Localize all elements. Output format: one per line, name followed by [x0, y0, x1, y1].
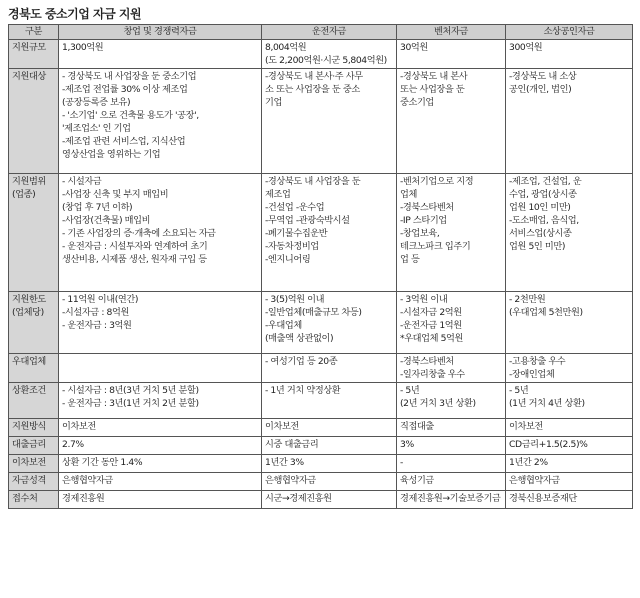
cell-line: - 3억원 이내	[400, 294, 448, 305]
cell-line: -일반업체(매출규모 차등)	[265, 307, 362, 318]
row-label	[9, 174, 59, 292]
cell-line: 테크노파크 입주기	[400, 241, 471, 252]
table-row	[9, 491, 633, 509]
cell-line: 시군→경제진흥원	[265, 493, 332, 504]
header-startup-fund: 창업 및 경쟁력자금	[59, 25, 262, 40]
cell-line: -건설업 -운수업	[265, 202, 325, 213]
table-cell	[397, 383, 506, 419]
cell-line: 경제진흥원	[62, 493, 105, 504]
row-label	[9, 69, 59, 174]
cell-line: 이차보전	[265, 421, 299, 432]
cell-line: 기업	[265, 97, 282, 108]
table-cell	[262, 419, 397, 437]
table-cell	[397, 455, 506, 473]
table-cell	[262, 69, 397, 174]
row-label-line: 상환조건	[12, 385, 46, 396]
cell-line: -운전자금 1억원	[400, 320, 462, 331]
cell-line: (1년 거치 4년 상환)	[509, 398, 585, 409]
cell-line: -일자리창출 우수	[400, 369, 465, 380]
table-cell	[59, 491, 262, 509]
cell-line: 수업, 광업(상시종	[509, 189, 577, 200]
cell-line: -폐기물수집운반	[265, 228, 328, 239]
cell-line: -시설자금 : 8억원	[62, 307, 129, 318]
cell-line: 8,004억원	[265, 42, 307, 53]
cell-line: -제조업 전업률 30% 이상 제조업	[62, 84, 188, 95]
cell-line: -경상북도 내 본사	[400, 71, 468, 82]
row-label	[9, 473, 59, 491]
row-label-line: 지원범위	[12, 176, 46, 187]
table-header-row	[9, 25, 633, 40]
row-label-line: 우대업체	[12, 356, 46, 367]
cell-line: 직접대출	[400, 421, 434, 432]
row-label-line: 자금성격	[12, 475, 46, 486]
cell-line: -사업장(건축물) 매입비	[62, 215, 151, 226]
cell-line: (공장등록증 보유)	[62, 97, 131, 108]
table-cell	[397, 473, 506, 491]
document-title: 경북도 중소기업 자금 지원	[8, 7, 142, 21]
table-row	[9, 473, 633, 491]
row-label-line: 대출금리	[12, 439, 46, 450]
table-row	[9, 455, 633, 473]
cell-line: -	[400, 457, 403, 468]
row-label-line: (업체당)	[12, 307, 44, 318]
cell-line: - 3(5)억원 이내	[265, 294, 325, 305]
table-row	[9, 292, 633, 354]
table-row	[9, 383, 633, 419]
cell-line: - 운전자금 : 3억원	[62, 320, 132, 331]
table-cell	[506, 174, 633, 292]
table-cell	[262, 491, 397, 509]
table-row	[9, 40, 633, 69]
row-label-line: 이차보전	[12, 457, 46, 468]
row-label-line: (업종)	[12, 189, 36, 200]
cell-line: - 경상북도 내 사업장을 둔 중소기업	[62, 71, 197, 82]
cell-line: -경상북도 내 본사·주 사무	[265, 71, 363, 82]
cell-line: 1년간 2%	[509, 457, 548, 468]
cell-line: -경북스타벤처	[400, 356, 454, 367]
table-cell	[59, 419, 262, 437]
cell-line: - 1년 거치 약정상환	[265, 385, 341, 396]
table-cell	[506, 437, 633, 455]
table-cell	[506, 491, 633, 509]
table-row	[9, 419, 633, 437]
cell-line: -창업보육,	[400, 228, 440, 239]
table-cell	[262, 40, 397, 69]
cell-line: -IP 스타기업	[400, 215, 447, 226]
cell-line: (창업 후 7년 이하)	[62, 202, 133, 213]
table-cell	[397, 174, 506, 292]
table-cell	[397, 40, 506, 69]
table-cell	[59, 455, 262, 473]
cell-line: 소 또는 사업장을 둔 중소	[265, 84, 360, 95]
cell-line: 시중 대출금리	[265, 439, 319, 450]
row-label	[9, 354, 59, 383]
header-venture-fund: 벤처자금	[397, 25, 506, 40]
header-operating-fund: 운전자금	[262, 25, 397, 40]
table-cell	[59, 383, 262, 419]
cell-line: 3%	[400, 439, 414, 450]
cell-line: -제조업, 건설업, 운	[509, 176, 582, 187]
table-row	[9, 354, 633, 383]
cell-line: 은행협약자금	[62, 475, 113, 486]
table-cell	[506, 455, 633, 473]
row-label-line: 지원방식	[12, 421, 46, 432]
cell-line: -시설자금 2억원	[400, 307, 462, 318]
cell-line: - '소기업' 으로 건축물 용도가 '공장',	[62, 110, 199, 121]
cell-line: -무역업 -관광숙박시설	[265, 215, 350, 226]
header-small-business-fund: 소상공인자금	[506, 25, 633, 40]
cell-line: 업 등	[400, 254, 420, 265]
cell-line: -자동차정비업	[265, 241, 319, 252]
table-cell	[262, 473, 397, 491]
cell-line: - 운전자금 : 시설투자와 연계하여 초기	[62, 241, 208, 252]
cell-line: 생산비용, 시제품 생산, 원자재 구입 등	[62, 254, 207, 265]
cell-line: -제조업 관련 서비스업, 지식산업	[62, 136, 186, 147]
cell-line: 서비스업(상시종	[509, 228, 572, 239]
cell-line: 육성기금	[400, 475, 434, 486]
cell-line: -경상북도 내 소상	[509, 71, 577, 82]
cell-line: (2년 거치 3년 상환)	[400, 398, 476, 409]
cell-line: 업원 5인 미만)	[509, 241, 566, 252]
row-label-line: 지원대상	[12, 71, 46, 82]
row-label	[9, 383, 59, 419]
cell-line: 경제진흥원→기술보증기금	[400, 493, 501, 504]
row-label	[9, 437, 59, 455]
table-cell	[262, 437, 397, 455]
cell-line: 2.7%	[62, 439, 84, 450]
cell-line: - 5년	[509, 385, 529, 396]
row-label-line: 지원한도	[12, 294, 46, 305]
cell-line: 제조업	[265, 189, 291, 200]
cell-line: 상환 기간 동안 1.4%	[62, 457, 143, 468]
cell-line: (도 2,200억원·시군 5,804억원)	[265, 55, 387, 66]
cell-line: -장애인업체	[509, 369, 555, 380]
cell-line: 이차보전	[509, 421, 543, 432]
cell-line: 30억원	[400, 42, 428, 53]
table-cell	[506, 473, 633, 491]
table-cell	[506, 40, 633, 69]
table-cell	[397, 354, 506, 383]
cell-line: 공인(개인, 법인)	[509, 84, 572, 95]
cell-line: -경북스타벤처	[400, 202, 454, 213]
row-label	[9, 419, 59, 437]
cell-line: - 시설자금 : 8년(3년 거치 5년 분할)	[62, 385, 199, 396]
cell-line: CD금리+1.5(2.5)%	[509, 439, 588, 450]
table-cell	[506, 383, 633, 419]
table-row	[9, 437, 633, 455]
table-cell	[59, 473, 262, 491]
cell-line: - 운전자금 : 3년(1년 거치 2년 분할)	[62, 398, 199, 409]
cell-line: (우대업체 5천만원)	[509, 307, 583, 318]
cell-line: 영상산업을 영위하는 기업	[62, 149, 161, 160]
cell-line: '제조업소' 인 기업	[62, 123, 131, 134]
cell-line: 1,300억원	[62, 42, 104, 53]
cell-line: 은행협약자금	[265, 475, 316, 486]
cell-line: - 2천만원	[509, 294, 546, 305]
cell-line: 1년간 3%	[265, 457, 304, 468]
cell-line: (매출액 상관없이)	[265, 333, 334, 344]
cell-line: -사업장 신축 및 부지 매입비	[62, 189, 169, 200]
table-cell	[506, 354, 633, 383]
cell-line: 300억원	[509, 42, 543, 53]
cell-line: -경상북도 내 사업장을 둔	[265, 176, 361, 187]
cell-line: 업체	[400, 189, 417, 200]
cell-line: -고용창출 우수	[509, 356, 566, 367]
cell-line: - 5년	[400, 385, 420, 396]
table-cell	[59, 69, 262, 174]
cell-line: 또는 사업장을 둔	[400, 84, 465, 95]
row-label	[9, 455, 59, 473]
table-cell	[262, 354, 397, 383]
row-label	[9, 491, 59, 509]
row-label-line: 접수처	[12, 493, 38, 504]
cell-line: 은행협약자금	[509, 475, 560, 486]
table-cell	[397, 69, 506, 174]
table-cell	[397, 491, 506, 509]
table-cell	[397, 419, 506, 437]
cell-line: - 시설자금	[62, 176, 102, 187]
cell-line: - 기존 사업장의 증·개축에 소요되는 자금	[62, 228, 216, 239]
cell-line: 중소기업	[400, 97, 434, 108]
table-cell	[262, 383, 397, 419]
table-cell	[397, 437, 506, 455]
table-cell	[59, 437, 262, 455]
support-fund-table	[8, 24, 633, 509]
table-cell	[262, 292, 397, 354]
cell-line: 경북신용보증재단	[509, 493, 577, 504]
row-label-line: 지원규모	[12, 42, 46, 53]
cell-line: 이차보전	[62, 421, 96, 432]
table-cell	[59, 292, 262, 354]
cell-line: -도소매업, 음식업,	[509, 215, 579, 226]
table-cell	[59, 354, 262, 383]
table-row	[9, 69, 633, 174]
table-cell	[59, 40, 262, 69]
table-cell	[506, 69, 633, 174]
table-cell	[506, 419, 633, 437]
row-label	[9, 292, 59, 354]
cell-line: - 11억원 이내(연간)	[62, 294, 139, 305]
table-cell	[262, 174, 397, 292]
cell-line: -벤처기업으로 지정	[400, 176, 474, 187]
cell-line: -우대업체	[265, 320, 302, 331]
cell-line: - 여성기업 등 20종	[265, 356, 338, 367]
table-cell	[506, 292, 633, 354]
table-row	[9, 174, 633, 292]
header-category: 구분	[9, 25, 59, 40]
row-label	[9, 40, 59, 69]
cell-line: -엔지니어링	[265, 254, 311, 265]
cell-line: *우대업체 5억원	[400, 333, 464, 344]
table-cell	[59, 174, 262, 292]
table-cell	[397, 292, 506, 354]
cell-line: 업원 10인 미만)	[509, 202, 571, 213]
table-cell	[262, 455, 397, 473]
